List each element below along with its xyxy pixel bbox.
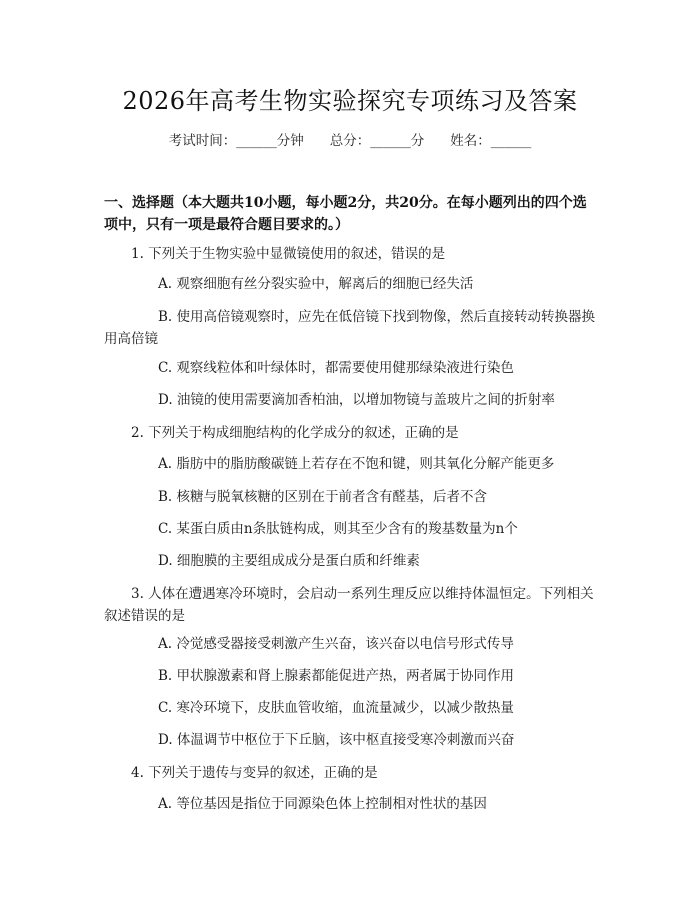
question-stem: 2. 下列关于构成细胞结构的化学成分的叙述，正确的是 bbox=[131, 425, 459, 441]
exam-meta bbox=[0, 131, 700, 151]
question-option: B. 核糖与脱氧核糖的区别在于前者含有醛基，后者不含 bbox=[158, 489, 488, 505]
question-option: D. 体温调节中枢位于下丘脑，该中枢直接受寒冷刺激而兴奋 bbox=[158, 732, 515, 748]
question-option: D. 油镜的使用需要滴加香柏油，以增加物镜与盖玻片之间的折射率 bbox=[158, 392, 555, 408]
section-heading: 一、选择题（本大题共10小题，每小题2分，共20分。在每小题列出的四个选项中，只有一项是最符合题目要求的。） bbox=[104, 195, 587, 233]
exam-time-field: 考试时间：______分钟 bbox=[168, 133, 304, 149]
total-score-field: 总分：______分 bbox=[329, 133, 425, 149]
question-stem: 1. 下列关于生物实验中显微镜使用的叙述，错误的是 bbox=[131, 246, 446, 262]
question-option: D. 细胞膜的主要组成成分是蛋白质和纤维素 bbox=[158, 553, 420, 569]
question-stem: 4. 下列关于遗传与变异的叙述，正确的是 bbox=[131, 765, 378, 781]
question-option: B. 甲状腺激素和肾上腺素都能促进产热，两者属于协同作用 bbox=[158, 668, 515, 684]
question-option: A. 脂肪中的脂肪酸碳链上若存在不饱和键，则其氧化分解产能更多 bbox=[158, 456, 555, 472]
question-stem: 3. 人体在遭遇寒冷环境时，会启动一系列生理反应以维持体温恒定。下列相关叙述错误的是 bbox=[104, 586, 594, 624]
question-option: C. 观察线粒体和叶绿体时，都需要使用健那绿染液进行染色 bbox=[158, 360, 514, 376]
question-option: C. 寒冷环境下，皮肤血管收缩，血流量减少，以减少散热量 bbox=[158, 700, 514, 716]
page-title: 2026年高考生物实验探究专项练习及答案 bbox=[122, 87, 578, 115]
question-option: A. 冷觉感受器接受刺激产生兴奋，该兴奋以电信号形式传导 bbox=[158, 636, 514, 652]
question-option: B. 使用高倍镜观察时，应先在低倍镜下找到物像，然后直接转动转换器换用高倍镜 bbox=[104, 309, 596, 347]
question-option: A. 观察细胞有丝分裂实验中，解离后的细胞已经失活 bbox=[158, 276, 474, 292]
student-name-field: 姓名：______ bbox=[450, 133, 532, 149]
question-option: A. 等位基因是指位于同源染色体上控制相对性状的基因 bbox=[158, 796, 487, 812]
question-option: C. 某蛋白质由n条肽链构成，则其至少含有的羧基数量为n个 bbox=[158, 521, 518, 537]
